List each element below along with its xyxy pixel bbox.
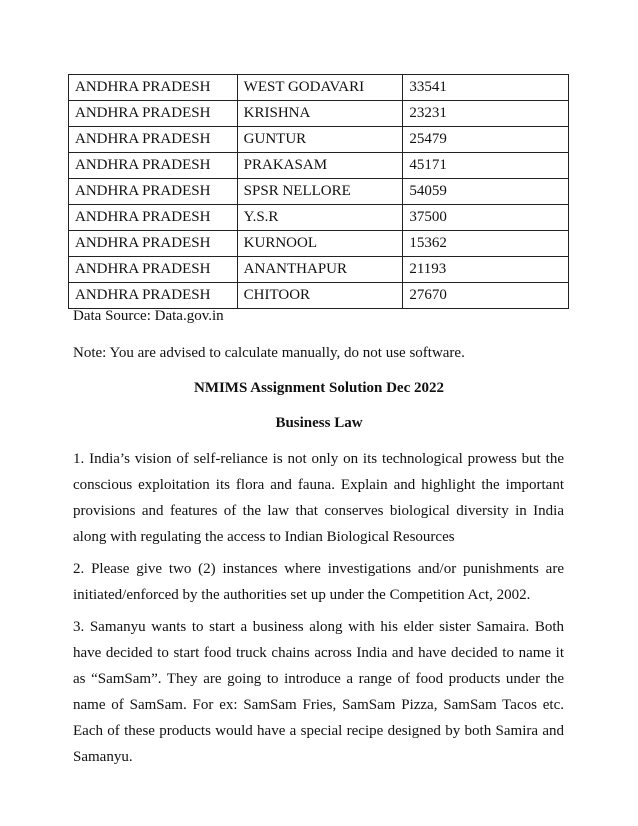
question-2: 2. Please give two (2) instances where investigations and/or punishments are initiated/enforced by the authorities set up under the Competition Act, 2002. <box>73 561 564 603</box>
state-cell: ANDHRA PRADESH <box>69 257 238 283</box>
table-row <box>69 75 569 101</box>
state-cell: ANDHRA PRADESH <box>69 283 238 309</box>
state-cell: ANDHRA PRADESH <box>69 101 238 127</box>
state-cell: ANDHRA PRADESH <box>69 153 238 179</box>
note-line: Note: You are advised to calculate manually, do not use software. <box>73 345 465 361</box>
table-row <box>69 153 569 179</box>
district-cell: PRAKASAM <box>237 153 403 179</box>
state-cell: ANDHRA PRADESH <box>69 205 238 231</box>
value-cell: 37500 <box>403 205 569 231</box>
state-cell: ANDHRA PRADESH <box>69 231 238 257</box>
district-cell: CHITOOR <box>237 283 403 309</box>
data-source-line: Data Source: Data.gov.in <box>73 308 224 324</box>
district-cell: GUNTUR <box>237 127 403 153</box>
table-row <box>69 205 569 231</box>
value-cell: 21193 <box>403 257 569 283</box>
table-row <box>69 179 569 205</box>
subject-title: Business Law <box>275 415 363 431</box>
table-row <box>69 101 569 127</box>
district-cell: Y.S.R <box>237 205 403 231</box>
assignment-title: NMIMS Assignment Solution Dec 2022 <box>193 380 444 396</box>
value-cell: 45171 <box>403 153 569 179</box>
state-cell: ANDHRA PRADESH <box>69 127 238 153</box>
value-cell: 23231 <box>403 101 569 127</box>
value-cell: 25479 <box>403 127 569 153</box>
state-cell: ANDHRA PRADESH <box>69 179 238 205</box>
table-row <box>69 283 569 309</box>
district-cell: KURNOOL <box>237 231 403 257</box>
table-row <box>69 231 569 257</box>
district-cell: WEST GODAVARI <box>237 75 403 101</box>
question-1: 1. India’s vision of self-reliance is not only on its technological prowess but the conscious exploitation its flora and fauna. Explain and highlight the important provisions and features of the law that conserves biological diversity in India along with regulating the access to Indian Biological Resources <box>73 451 564 545</box>
district-cell: SPSR NELLORE <box>237 179 403 205</box>
value-cell: 54059 <box>403 179 569 205</box>
table-row <box>69 257 569 283</box>
district-cell: KRISHNA <box>237 101 403 127</box>
value-cell: 27670 <box>403 283 569 309</box>
value-cell: 15362 <box>403 231 569 257</box>
district-data-table <box>68 74 569 309</box>
table-row <box>69 127 569 153</box>
district-cell: ANANTHAPUR <box>237 257 403 283</box>
value-cell: 33541 <box>403 75 569 101</box>
question-3: 3. Samanyu wants to start a business along with his elder sister Samaira. Both have decided to start food truck chains across India and have decided to name it as “SamSam”. They are going to introduce a range of food products under the name of SamSam. For ex: SamSam Fries, SamSam Pizza, SamSam Tacos etc. Each of these products would have a special recipe designed by both Samira and Samanyu. <box>73 619 564 765</box>
state-cell: ANDHRA PRADESH <box>69 75 238 101</box>
